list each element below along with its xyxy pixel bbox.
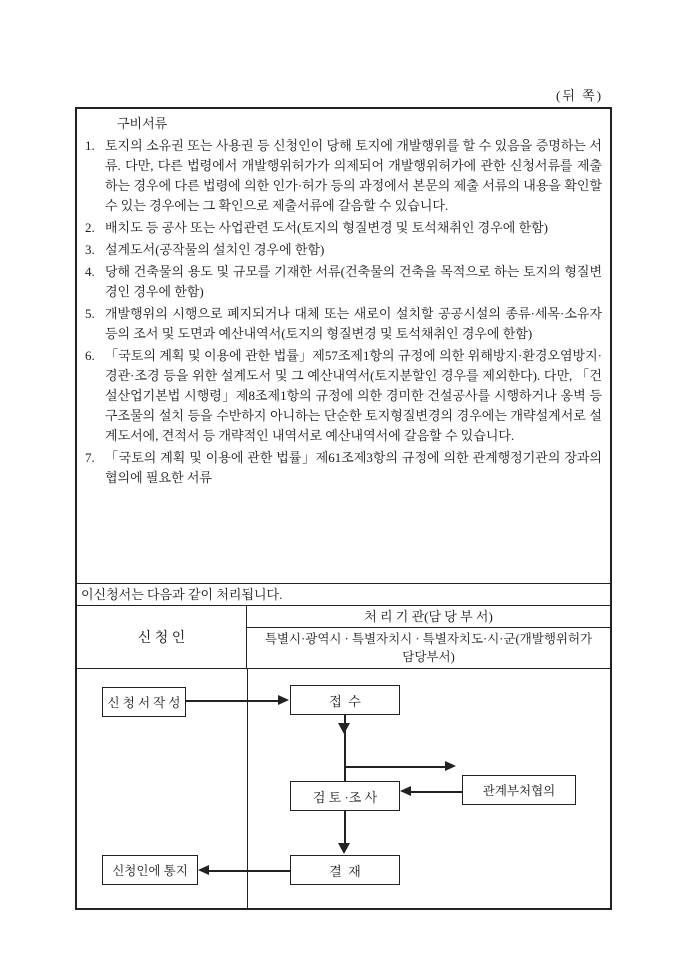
flow-step-write-application: 신 청 서 작 성 [102, 687, 186, 717]
doc-item-number: 4. [85, 264, 95, 279]
arrow-right-icon [278, 695, 289, 705]
arrow-left-icon [198, 865, 209, 875]
form-outer-box [75, 107, 612, 910]
applicant-header-cell: 신 청 인 [77, 606, 247, 668]
column-divider-line [247, 669, 248, 908]
processing-note: 이신청서는 다음과 같이 처리됩니다. [77, 583, 610, 605]
agency-header-cell: 처 리 기 관(담 당 부 서) [247, 606, 610, 628]
arrow-down-icon [338, 723, 350, 734]
doc-item-number: 6. [85, 348, 95, 363]
doc-item-text: 「국토의 계획 및 이용에 관한 법률」제57조제1항의 규정에 의한 위해방지·환경오염방지·경관·조경 등을 위한 설계도서 및 그 예산내역서(토지분할인 경우를 제외한다). 다만, 「건설산업기본법 시행령」제8조제1항의 규정에 의한 경미한 건설공사를 시행하거나 옹벽 등 구조물의 설치 등을 수반하지 아니하는 단순한 토지형질변경의 경우에는 개략설계서로 설계도서에, 견적서 등 개략적인 내역서로 예산내역서에 갈음할 수 있습니다. [105, 348, 602, 443]
doc-item-text: 배치도 등 공사 또는 사업관련 도서(토지의 형질변경 및 토석채취인 경우에 한함) [105, 220, 549, 235]
doc-item-number: 3. [85, 242, 95, 257]
flow-step-approval: 결 재 [290, 855, 400, 885]
doc-item [85, 304, 602, 344]
connector-review-to-consult [345, 766, 447, 768]
doc-item-number: 1. [85, 138, 95, 153]
arrow-down-icon [338, 843, 350, 854]
connector-write-to-receipt [186, 700, 280, 702]
flow-step-receipt: 접 수 [290, 685, 400, 715]
doc-item-text: 토지의 소유권 또는 사용권 등 신청인이 당해 토지에 개발행위를 할 수 있음을 증명하는 서류. 다만, 다른 법령에서 개발행위허가가 의제되어 개발행위허가에 관한 신청서류를 제출하는 경우에 다른 법령에 의한 인가·허가 등의 과정에서 본문의 제출 서류의 내용을 확인할 수 있는 경우에는 그 확인으로 제출서류에 갈음할 수 있습니다. [105, 138, 602, 213]
doc-item-text: 「국토의 계획 및 이용에 관한 법률」제61조제3항의 규정에 의한 관계행정기관의 장과의 협의에 필요한 서류 [105, 450, 602, 485]
doc-item-number: 5. [85, 306, 95, 321]
agency-subheader-cell: 특별시·광역시 · 특별자치시 · 특별자치도·시·군(개발행위허가 담당부서) [264, 632, 593, 664]
doc-item [85, 136, 602, 216]
connector-approval-to-notify [208, 870, 290, 872]
back-page-label: (뒤 쪽) [556, 88, 604, 103]
doc-item [85, 448, 602, 488]
doc-item [85, 346, 602, 446]
arrow-right-icon [445, 761, 456, 771]
doc-item [85, 240, 602, 260]
flow-step-notify-applicant: 신청인에 통지 [102, 855, 198, 885]
connector-review-to-approval [344, 811, 346, 844]
processing-table-header [77, 605, 610, 668]
flow-step-review: 검 토 ·조 사 [290, 781, 400, 811]
flow-step-consultation: 관계부처협의 [462, 775, 576, 805]
doc-item [85, 218, 602, 238]
connector-consult-to-review [410, 791, 462, 793]
doc-item-number: 2. [85, 220, 95, 235]
doc-item-text: 개발행위의 시행으로 폐지되거나 대체 또는 새로이 설치할 공공시설의 종류·세목·소유자 등의 조서 및 도면과 예산내역서(토지의 형질변경 및 토석채취인 경우에 한함) [105, 306, 602, 341]
doc-item-number: 7. [85, 450, 95, 465]
doc-item-text: 당해 건축물의 용도 및 규모를 기재한 서류(건축물의 건축을 목적으로 하는 토지의 형질변경인 경우에 한함) [105, 264, 602, 299]
doc-item [85, 262, 602, 302]
arrow-left-icon [400, 786, 411, 796]
doc-item-text: 설계도서(공작물의 설치인 경우에 한함) [105, 242, 325, 257]
process-flowchart [77, 668, 610, 908]
required-documents-section [77, 109, 610, 583]
agency-header-cells [247, 606, 610, 668]
required-documents-heading: 구비서류 [117, 116, 168, 131]
